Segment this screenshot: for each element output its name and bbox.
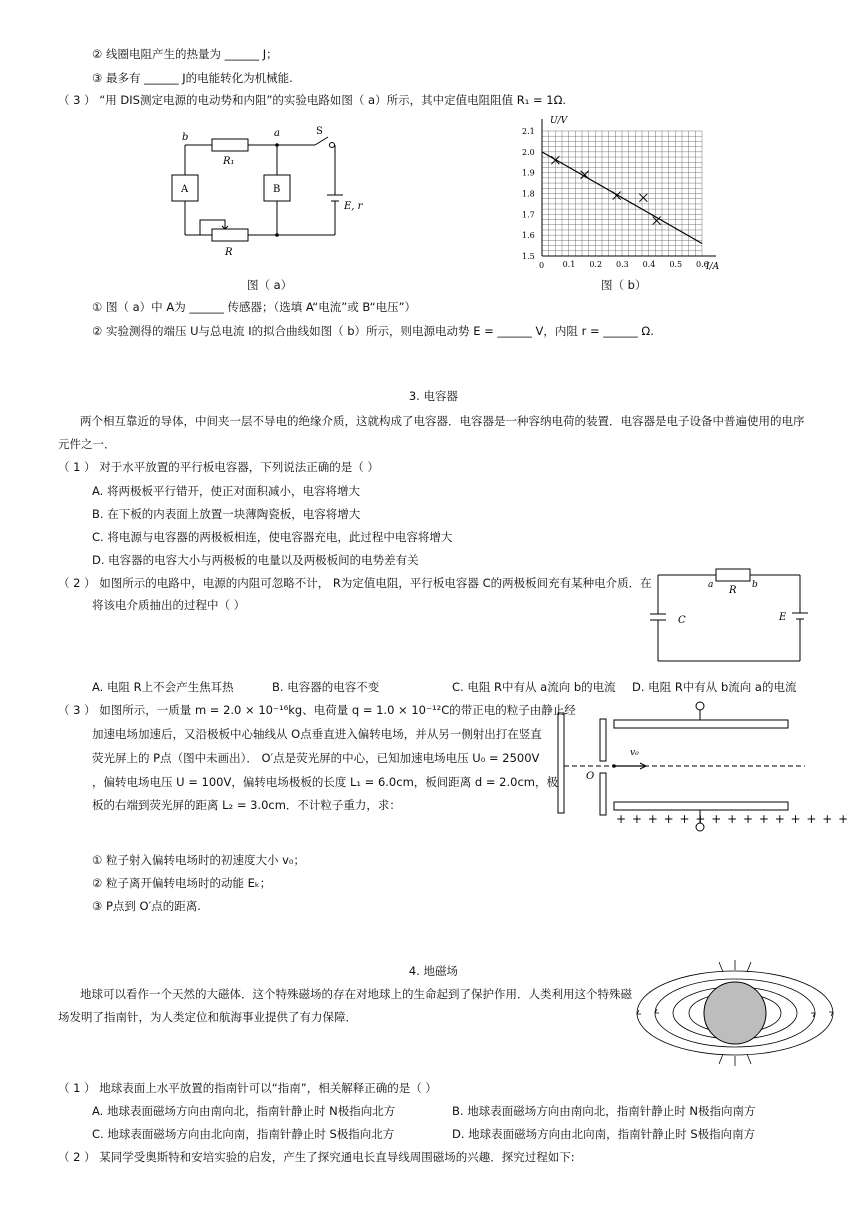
plate-charge-signs: + + + + + + + + + + + + + + +: [616, 812, 850, 826]
s3-q2-option-c: C. 电阻 R中有从 a流向 b的电流: [452, 680, 616, 694]
s4-q1-option-d: D. 地球表面磁场方向由北向南，指南针静止时 S极指向南方: [452, 1127, 756, 1141]
y-tick-label: 1.8: [522, 189, 535, 199]
section4-intro-line2: 场发明了指南针，为人类定位和航海事业提供了有力保障．: [58, 1010, 357, 1024]
deflection-apparatus-diagram: [550, 693, 850, 843]
s3-q3-line5: 板的右端到荧光屏的距离 L₂ = 3.0cm．不计粒子重力，求：: [92, 798, 401, 812]
x-tick-label: 0.2: [589, 260, 603, 269]
section3-intro-line1: 两个相互靠近的导体，中间夹一层不导电的绝缘介质，这就构成了电容器．电容器是一种容纳电荷的装置．电容器是电子设备中普遍使用的电序: [80, 414, 805, 428]
q3-sub-item1: ① 图（ a）中 A为 ______ 传感器；（选填 A“电流”或 B“电压”）: [92, 300, 417, 314]
s3-q1-option-a: A. 将两极板平行错开，使正对面积减小，电容将增大: [92, 484, 360, 498]
s4-q1-stem: （ 1 ） 地球表面上水平放置的指南针可以“指南”，相关解释正确的是（ ）: [58, 1081, 437, 1095]
s3-q3-sub1: ① 粒子射入偏转电场时的初速度大小 v₀；: [92, 853, 306, 867]
s3-q3-line3: 荧光屏上的 P点（图中未画出）． O′点是荧光屏的中心，已知加速电场电压 U₀ = 2500V: [92, 751, 540, 765]
s3-q3-sub3: ③ P点到 O′点的距离.: [92, 899, 201, 913]
s3-q2-option-a: A. 电阻 R上不会产生焦耳热: [92, 680, 234, 694]
battery-label: E, r: [344, 201, 363, 212]
rheostat-label: R: [225, 247, 233, 258]
s4-q1-option-a: A. 地球表面磁场方向由南向北，指南针静止时 N极指向北方: [92, 1104, 396, 1118]
origin-label: 0: [539, 261, 545, 270]
figure-a-caption: 图（ a）: [247, 278, 293, 292]
resistor-label: R: [729, 585, 737, 596]
s3-q1-option-d: D. 电容器的电容大小与两极板的电量以及两极板间的电势差有关: [92, 553, 419, 567]
y-tick-label: 1.9: [522, 168, 535, 178]
source-label: E: [779, 612, 787, 623]
s3-q2-stem-line2: 将该电介质抽出的过程中（ ）: [92, 598, 246, 612]
y-axis-label: U/V: [550, 116, 568, 126]
section3-title: 3. 电容器: [408, 389, 459, 403]
x-tick-label: 0.1: [562, 260, 576, 269]
s3-q2-stem-line1: （ 2 ） 如图所示的电路中，电源的内阻可忽略不计， R为定值电阻，平行板电容器 C的两极板间充有某种电介质．在: [58, 576, 652, 590]
earth-magnetic-field-diagram: [633, 958, 838, 1068]
data-point: [639, 194, 647, 202]
s4-q2-stem: （ 2 ） 某同学受奥斯特和安培实验的启发，产生了探究通电长直导线周围磁场的兴趣．探究过程如下:: [58, 1150, 575, 1164]
s3-q3-line1: （ 3 ） 如图所示，一质量 m = 2.0 × 10⁻¹⁶kg、电荷量 q = 1.0 × 10⁻¹²C的带正电的粒子由静止经: [58, 703, 576, 717]
q3-intro: （ 3 ） “用 DIS测定电源的电动势和内阻”的实验电路如图（ a）所示，其中定值电阻阻值 R₁ = 1Ω.: [58, 93, 567, 107]
ui-graph-b: [510, 115, 730, 275]
circuit-diagram-a: [160, 120, 380, 265]
sensor-a-label: A: [181, 184, 189, 195]
s3-q1-option-c: C. 将电源与电容器的两极板相连，使电容器充电，此过程中电容将增大: [92, 530, 453, 544]
sensor-b-label: B: [273, 184, 281, 195]
node-label-b: b: [182, 132, 189, 143]
resistor-label-r1: R₁: [223, 156, 235, 167]
section3-intro-line2: 元件之一．: [58, 437, 116, 451]
y-tick-label: 2.1: [522, 127, 535, 136]
y-tick-label: 1.5: [522, 252, 535, 261]
q3-sub-item2: ② 实验测得的端压 U与总电流 I的拟合曲线如图（ b）所示，则电源电动势 E = ______ V，内阻 r = ______ Ω.: [92, 324, 654, 338]
s3-q1-option-b: B. 在下板的内表面上放置一块薄陶瓷板，电容将增大: [92, 507, 361, 521]
q2-item2: ② 线圈电阻产生的热量为 ______ J；: [92, 47, 278, 61]
y-tick-label: 1.6: [522, 231, 535, 241]
s3-q2-option-b: B. 电容器的电容不变: [272, 680, 380, 694]
section4-title: 4. 地磁场: [408, 964, 459, 978]
x-tick-label: 0.5: [669, 260, 683, 269]
node-label-b: b: [752, 580, 758, 590]
figure-b-caption: 图（ b）: [601, 278, 647, 292]
point-o-label: O: [586, 771, 595, 782]
x-tick-label: 0.4: [642, 260, 656, 269]
s3-q3-line2: 加速电场加速后，又沿极板中心轴线从 O点垂直进入偏转电场，并从另一侧射出打在竖直: [92, 727, 542, 741]
velocity-label: v₀: [630, 748, 639, 758]
x-tick-label: 0.6: [696, 260, 709, 269]
s3-q3-sub2: ② 粒子离开偏转电场时的动能 Eₖ；: [92, 876, 272, 890]
y-tick-label: 2.0: [522, 147, 535, 157]
node-label-a: a: [708, 580, 714, 590]
switch-label: S: [316, 126, 323, 137]
section4-intro-line1: 地球可以看作一个天然的大磁体．这个特殊磁场的存在对地球上的生命起到了保护作用．人类利用这个特殊磁: [80, 987, 632, 1001]
x-tick-label: 0.3: [616, 260, 629, 269]
s4-q1-option-c: C. 地球表面磁场方向由北向南，指南针静止时 S极指向北方: [92, 1127, 395, 1141]
node-label-a: a: [274, 128, 280, 139]
s3-q2-option-d: D. 电阻 R中有从 b流向 a的电流: [632, 680, 797, 694]
circuit-diagram-c: [648, 565, 818, 665]
s4-q1-option-b: B. 地球表面磁场方向由南向北，指南针静止时 N极指向南方: [452, 1104, 756, 1118]
s3-q3-line4: ，偏转电场电压 U = 100V，偏转电场极板的长度 L₁ = 6.0cm，板间距离 d = 2.0cm，极: [92, 775, 558, 789]
capacitor-label: C: [678, 615, 686, 626]
x-axis-label: I/A: [706, 262, 720, 272]
y-tick-label: 1.7: [522, 210, 535, 220]
s3-q1-stem: （ 1 ） 对于水平放置的平行板电容器，下列说法正确的是（ ）: [58, 460, 379, 474]
q2-item3: ③ 最多有 ______ J的电能转化为机械能.: [92, 71, 293, 85]
